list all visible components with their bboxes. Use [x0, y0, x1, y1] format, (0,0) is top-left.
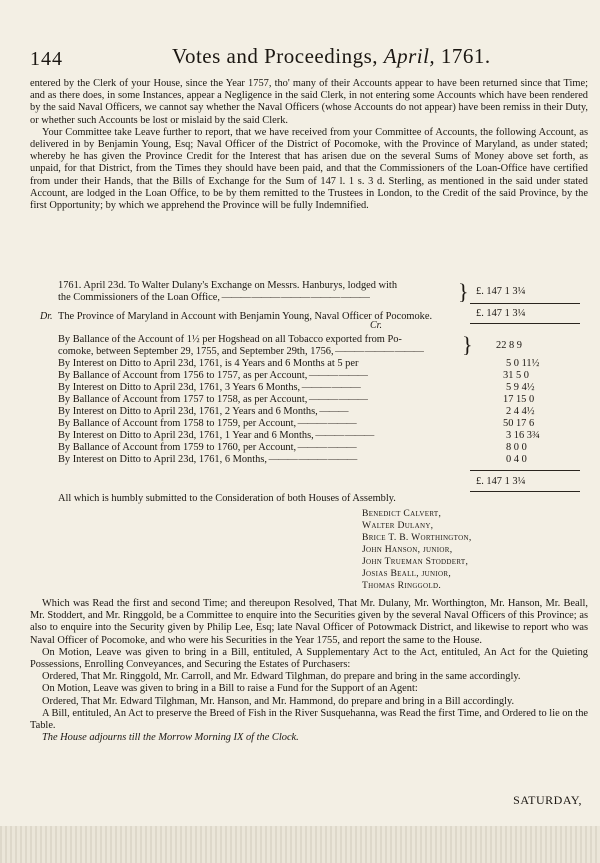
- catchword: SATURDAY,: [513, 793, 582, 807]
- debit-label: Dr.: [40, 311, 53, 322]
- credit-amount: 22 8 9: [496, 340, 522, 351]
- credit-item: By Ballance of the Account of 1½ per Hogshead on all Tobacco exported from Po-: [58, 334, 402, 345]
- debit-entry-line-1: 1761. April 23d. To Walter Dulany's Exchange on Messrs. Hanburys, lodged with: [58, 280, 398, 291]
- signatory: John Hanson, junior,: [362, 544, 453, 555]
- credit-item: By Interest on Ditto to April 23d, 1761, is 4 Years and 6 Months at 5 per: [58, 358, 359, 369]
- credit-item: comoke, between September 29, 1755, and September 29th, 1756, ——— ——— ———: [58, 346, 423, 357]
- scan-edge: [0, 826, 600, 863]
- credit-amount: 0 4 0: [506, 454, 527, 465]
- proceeding-order: Ordered, That Mr. Edward Tilghman, Mr. Hanson, and Mr. Hammond, do prepare and bring in a Bill accordingly.: [42, 695, 515, 707]
- debit-total-rule: [470, 303, 580, 304]
- credit-amount: 5 9 4½: [506, 382, 535, 393]
- credit-amount: 31 5 0: [503, 370, 529, 381]
- credit-item: By Interest on Ditto to April 23d, 1761, 6 Months, ——— ——— ———: [58, 454, 357, 465]
- running-title: [172, 44, 491, 69]
- credit-item: By Interest on Ditto to April 23d, 1761, 2 Years and 6 Months, ———: [58, 406, 348, 417]
- credit-item: By Interest on Ditto to April 23d, 1761, 3 Years 6 Months, ——— ———: [58, 382, 360, 393]
- credit-item: By Ballance of Account from 1759 to 1760, per Account, ——— ———: [58, 442, 356, 453]
- paragraph-continuation: entered by the Clerk of your House, since the Year 1757, tho' many of their Accounts appear to have been returned since that Time; and as there does, in some Instances, appear a Negligence in the said Clerk, in not entering some Accounts which have been rendered by the said Naval Officers, we cannot say whether the Naval Officers (whose Accounts do not appear) have been remiss in their Duty, or whether such Accounts be lost or mislaid by the said Clerk.: [30, 78, 588, 126]
- credit-item: By Ballance of Account from 1757 to 1758, as per Account, ——— ———: [58, 394, 367, 405]
- debit-entry-line-2: the Commissioners of the Loan Office, ——— ——— ——— ——— ———: [58, 292, 369, 303]
- credit-total-rule: [470, 470, 580, 471]
- credit-double-rule: [470, 491, 580, 492]
- credit-label: Cr.: [370, 320, 382, 331]
- proceeding-adjournment: The House adjourns till the Morrow Morning IX of the Clock.: [42, 732, 299, 744]
- credit-amount: 2 4 4½: [506, 406, 535, 417]
- account-heading: The Province of Maryland in Account with Benjamin Young, Naval Officer of Pocomoke.: [58, 311, 433, 322]
- signatory: Benedict Calvert,: [362, 508, 442, 519]
- submission-line: All which is humbly submitted to the Consideration of both Houses of Assembly.: [58, 493, 396, 504]
- debit-amount: £. 147 1 3¼: [476, 286, 526, 297]
- debit-total: £. 147 1 3¼: [476, 308, 526, 319]
- credit-item: By Ballance of Account from 1758 to 1759, per Account, ——— ———: [58, 418, 356, 429]
- credit-amount: 50 17 6: [503, 418, 535, 429]
- proceeding-bill: A Bill, entituled, An Act to preserve the Breed of Fish in the River Susquehanna, was Read the first Time, and Ordered to lie on the Table.: [30, 707, 588, 732]
- credit-amount: 17 15 0: [503, 394, 535, 405]
- signatory: Josias Beall, junior,: [362, 568, 452, 579]
- credit-brace: }: [462, 332, 473, 357]
- credit-item: By Ballance of Account from 1756 to 1757, as per Account, ——— ———: [58, 370, 367, 381]
- credit-total: £. 147 1 3¼: [476, 476, 526, 487]
- signatory: Thomas Ringgold.: [362, 580, 442, 591]
- credit-amount: 3 16 3¾: [506, 430, 540, 441]
- proceeding-motion: On Motion, Leave was given to bring in a Bill to raise a Fund for the Support of an Agent:: [42, 683, 418, 695]
- report-text: [30, 78, 588, 212]
- proceeding-order: Ordered, That Mr. Ringgold, Mr. Carroll, and Mr. Edward Tilghman, do prepare and bring in the same accordingly.: [42, 671, 521, 683]
- signatory: Brice T. B. Worthington,: [362, 532, 472, 543]
- title-prefix: Votes and Proceedings,: [172, 44, 384, 68]
- credit-item: By Interest on Ditto to April 23d, 1761, 1 Year and 6 Months, ——— ———: [58, 430, 374, 441]
- title-month: April,: [383, 44, 436, 68]
- proceeding-motion: On Motion, Leave was given to bring in a Bill, entituled, A Supplementary Act to the Act, entituled, An Act for the Quieting Possessions, Enrolling Conveyances, and Securing the Estates of Purchasers:: [30, 646, 588, 671]
- signatory: Walter Dulany,: [362, 520, 434, 531]
- debit-double-rule: [470, 323, 580, 324]
- proceeding-resolution: Which was Read the first and second Time; and thereupon Resolved, That Mr. Dulany, Mr. Worthington, Mr. Hanson, Mr. Beall, Mr. Stoddert, and Mr. Ringgold, be a Committee to enquire into the Securities given by the several Naval Officers of this Province; as also to enquire into the Security given by Philip Lee, Esq; late Naval Officer of Potowmack District, and likewise to report who was Naval Officer of Pocomoke, and who were his Securities in the Year 1755, and report the same to the House.: [30, 598, 588, 646]
- signatory: John Trueman Stoddert,: [362, 556, 469, 567]
- credit-amount: 5 0 11½: [506, 358, 540, 369]
- proceedings-text: [30, 598, 588, 744]
- paragraph-committee-report: Your Committee take Leave further to report, that we have received from your Committee of Accounts, the following Account, as delivered in by Benjamin Young, Esq; Naval Officer of the District of Pocomoke, with the Province of Maryland, as under stated; whereby he has given the Province Credit for the Interest that has arisen due on the several Sums of Money above set forth, as unpaid, for that District, from the Times they should have been paid, and that the Commissioners of the Loan-Office have certified from under their Hands, that the Bills of Exchange for the Sum of 147 l. 1 s. 3 d. Sterling, as mentioned in the said under stated Account, are lodged in the Loan Office, to be by them remitted to the Trustees in London, to the Credit of the said Province, by the first Opportunity; by which we apprehend the Province will be fully Indemnified.: [30, 126, 588, 212]
- page-number: 144: [30, 48, 63, 70]
- title-year: 1761.: [435, 44, 491, 68]
- debit-brace: }: [458, 279, 469, 304]
- credit-amount: 8 0 0: [506, 442, 527, 453]
